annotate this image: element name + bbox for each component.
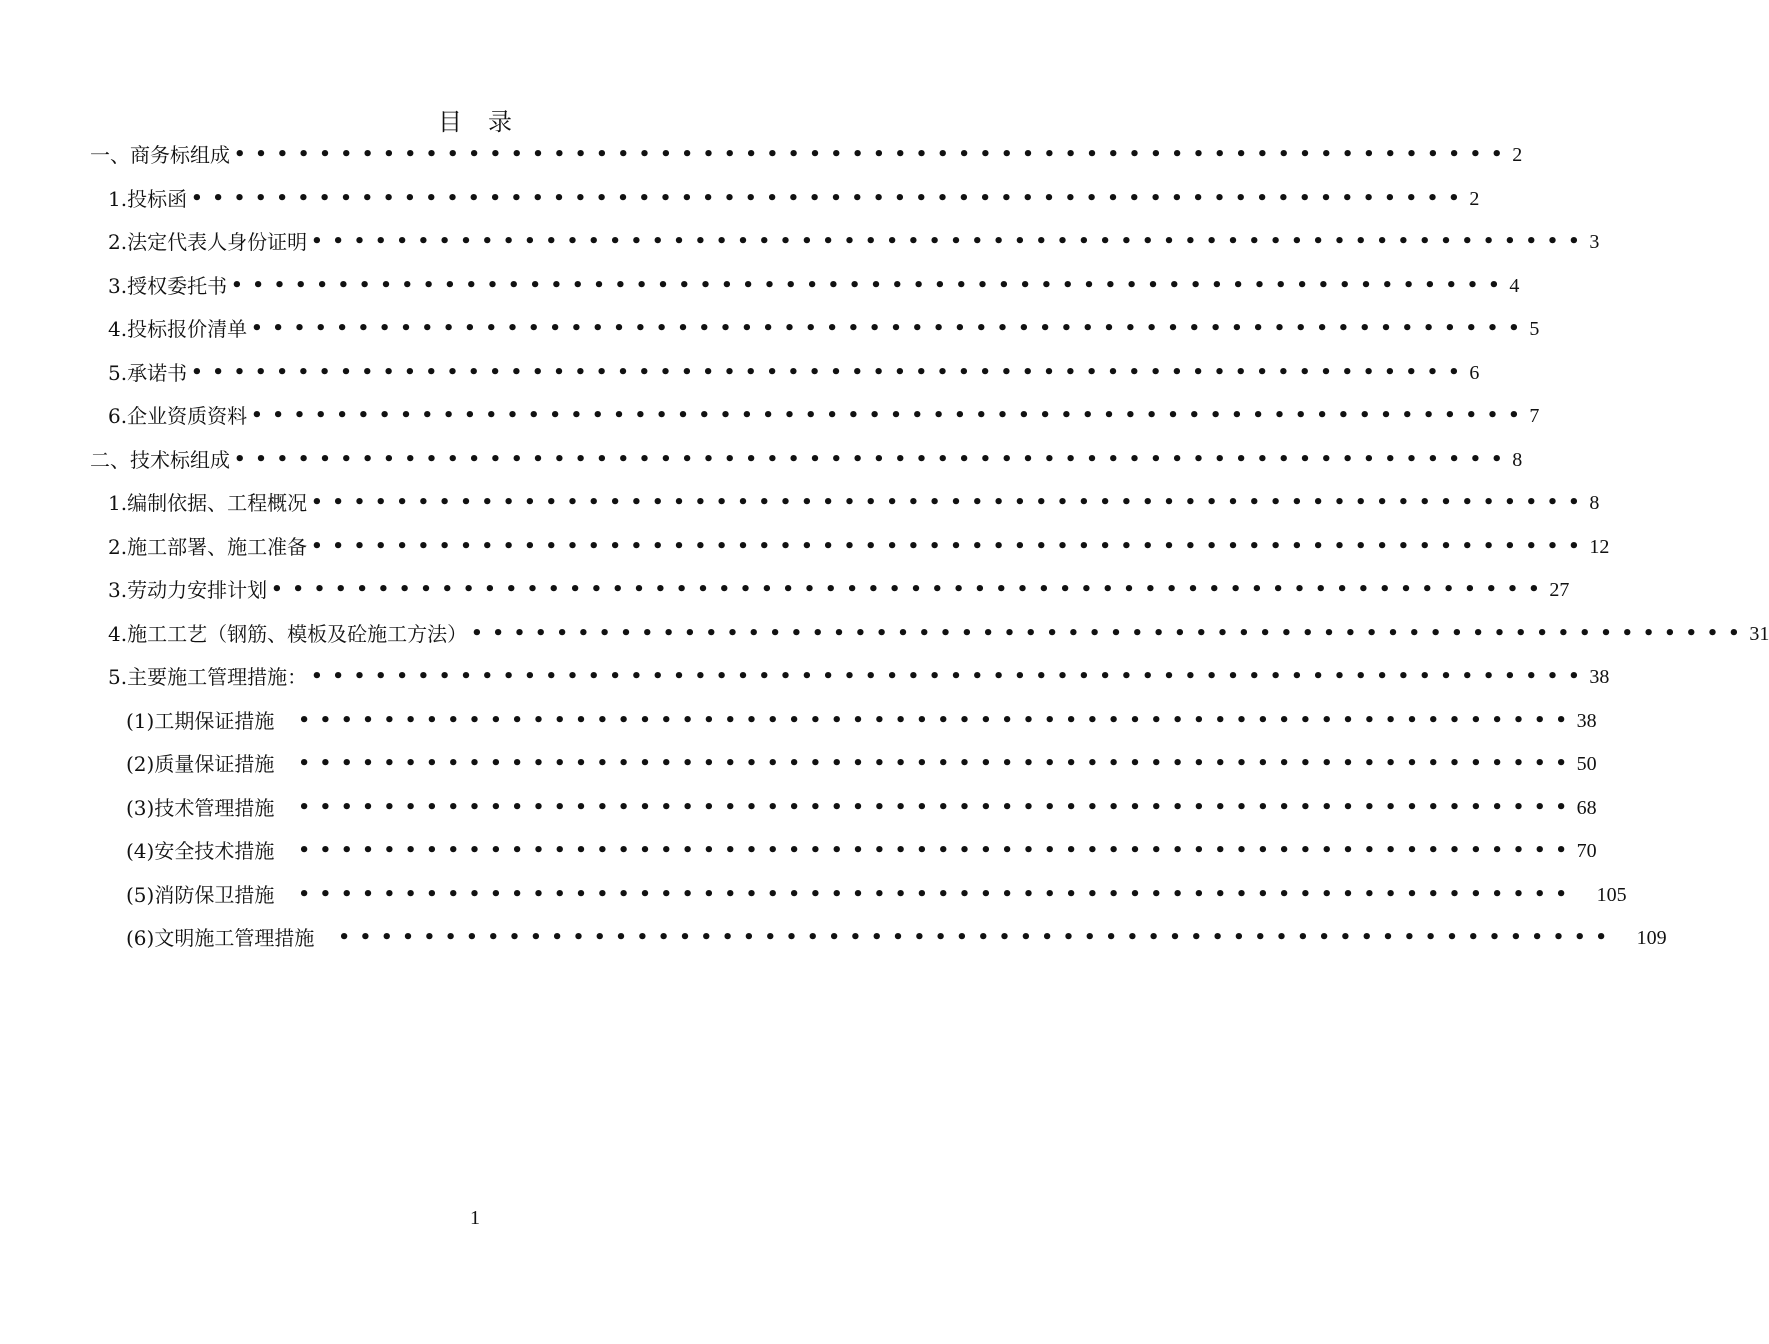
toc-entry[interactable] xyxy=(126,921,1667,955)
toc-entry-page: 68 xyxy=(1576,797,1597,819)
dot-leader: •••••••••••••••••••••••••••••••••••••••••••••••••••••••••••• xyxy=(298,710,1577,731)
toc-entry-label: 3.授权委托书 xyxy=(108,274,228,298)
toc-entry-page: 38 xyxy=(1589,666,1610,688)
toc-entry-label: 2.法定代表人身份证明 xyxy=(108,230,308,254)
toc-entry-label: 5.承诺书 xyxy=(108,361,188,385)
toc-entry-label: 4.施工工艺（钢筋、模板及砼施工方法） xyxy=(108,622,468,646)
toc-entry[interactable] xyxy=(108,269,1520,303)
toc-entry-page: 2 xyxy=(1469,188,1480,210)
toc-entry[interactable] xyxy=(108,486,1600,520)
toc-entry-page: 4 xyxy=(1509,275,1520,297)
dot-leader: •••••••••••••••••••••••••••••••••••••••••••••••••••••••••••• xyxy=(251,318,1530,339)
toc-entry[interactable] xyxy=(108,312,1540,346)
dot-leader: •••••••••••••••••••••••••••••••••••••••••••••••••••••••••••• xyxy=(251,405,1530,426)
dot-leader: •••••••••••••••••••••••••••••••••••••••••••••••••••••••••••• xyxy=(191,362,1470,383)
dot-leader: •••••••••••••••••••••••••••••••••••••••••••••••••••••••••••• xyxy=(234,449,1513,470)
toc-entry-page: 109 xyxy=(1636,927,1667,949)
toc-entry-label: (4)安全技术措施 xyxy=(126,839,275,863)
toc-entry-label: 1.编制依据、工程概况 xyxy=(108,491,308,515)
dot-leader: •••••••••••••••••••••••••••••••••••••••••••••••••••••••••••• xyxy=(298,797,1577,818)
toc-entry-label: 二、技术标组成 xyxy=(90,448,230,472)
toc-entry-page: 38 xyxy=(1576,710,1597,732)
dot-leader: •••••••••••••••••••••••••••••••••••••••••••••••••••••••••••• xyxy=(311,536,1590,557)
toc-entry-page: 8 xyxy=(1512,449,1523,471)
toc-entry-page: 50 xyxy=(1576,753,1597,775)
dot-leader: •••••••••••••••••••••••••••••••••••••••••••••••••••••••••••• xyxy=(338,927,1617,948)
toc-entry[interactable] xyxy=(108,573,1570,607)
toc-entry-page: 27 xyxy=(1549,579,1570,601)
toc-entry[interactable] xyxy=(108,530,1610,564)
toc-entry[interactable] xyxy=(108,399,1540,433)
dot-leader: •••••••••••••••••••••••••••••••••••••••••••••••••••••••••••• xyxy=(191,188,1470,209)
toc-entry-page: 12 xyxy=(1589,536,1610,558)
dot-leader: •••••••••••••••••••••••••••••••••••••••••••••••••••••••••••• xyxy=(298,753,1577,774)
dot-leader: •••••••••••••••••••••••••••••••••••••••••••••••••••••••••••• xyxy=(298,884,1577,905)
toc-entry-page: 2 xyxy=(1512,144,1523,166)
toc-entry-label: 6.企业资质资料 xyxy=(108,404,248,428)
toc-entry-label: 一、商务标组成 xyxy=(90,143,230,167)
toc-entry-label: (6)文明施工管理措施 xyxy=(126,926,315,950)
dot-leader: •••••••••••••••••••••••••••••••••••••••••••••••••••••••••••• xyxy=(311,492,1590,513)
page-number: 1 xyxy=(470,1207,480,1229)
page-title xyxy=(0,104,950,140)
dot-leader: •••••••••••••••••••••••••••••••••••••••••••••••••••••••••••• xyxy=(271,579,1550,600)
dot-leader: •••••••••••••••••••••••••••••••••••••••••••••••••••••••••••• xyxy=(471,623,1750,644)
dot-leader: •••••••••••••••••••••••••••••••••••••••••••••••••••••••••••• xyxy=(234,144,1513,165)
dot-leader: •••••••••••••••••••••••••••••••••••••••••••••••••••••••••••• xyxy=(231,275,1510,296)
toc-entry[interactable] xyxy=(126,791,1597,825)
toc-entry-label: 5.主要施工管理措施： xyxy=(108,665,308,689)
title-char-2: 录 xyxy=(488,108,512,136)
toc-entry-page: 6 xyxy=(1469,362,1480,384)
toc-entry-label: 3.劳动力安排计划 xyxy=(108,578,268,602)
toc-entry-page: 7 xyxy=(1529,405,1540,427)
toc-entry-label: 2.施工部署、施工准备 xyxy=(108,535,308,559)
toc-entry-label: (3)技术管理措施 xyxy=(126,796,275,820)
toc-entry-label: 1.投标函 xyxy=(108,187,188,211)
dot-leader: •••••••••••••••••••••••••••••••••••••••••••••••••••••••••••• xyxy=(298,840,1577,861)
title-char-1: 目 xyxy=(438,108,462,136)
toc-entry[interactable] xyxy=(108,617,1769,651)
toc-entry-label: 4.投标报价清单 xyxy=(108,317,248,341)
toc-entry[interactable] xyxy=(126,747,1597,781)
toc-entry-label: (1)工期保证措施 xyxy=(126,709,275,733)
dot-leader: •••••••••••••••••••••••••••••••••••••••••••••••••••••••••••• xyxy=(311,231,1590,252)
toc-entry-page: 31 xyxy=(1749,623,1769,645)
toc-entry-page: 8 xyxy=(1589,492,1600,514)
toc-entry[interactable] xyxy=(126,834,1597,868)
toc-entry[interactable] xyxy=(90,138,1523,172)
toc-entry[interactable] xyxy=(90,443,1523,477)
toc-entry[interactable] xyxy=(108,182,1480,216)
toc-entry[interactable] xyxy=(126,878,1627,912)
toc-entry-page: 70 xyxy=(1576,840,1597,862)
toc-entry-label: (2)质量保证措施 xyxy=(126,752,275,776)
toc-entry[interactable] xyxy=(108,225,1600,259)
toc-entry-page: 3 xyxy=(1589,231,1600,253)
toc-entry-page: 5 xyxy=(1529,318,1540,340)
toc-entry-label: (5)消防保卫措施 xyxy=(126,883,275,907)
dot-leader: •••••••••••••••••••••••••••••••••••••••••••••••••••••••••••• xyxy=(311,666,1590,687)
toc-entry[interactable] xyxy=(108,660,1610,694)
toc-entry[interactable] xyxy=(126,704,1597,738)
toc-entry-page: 105 xyxy=(1596,884,1627,906)
toc-entry[interactable] xyxy=(108,356,1480,390)
